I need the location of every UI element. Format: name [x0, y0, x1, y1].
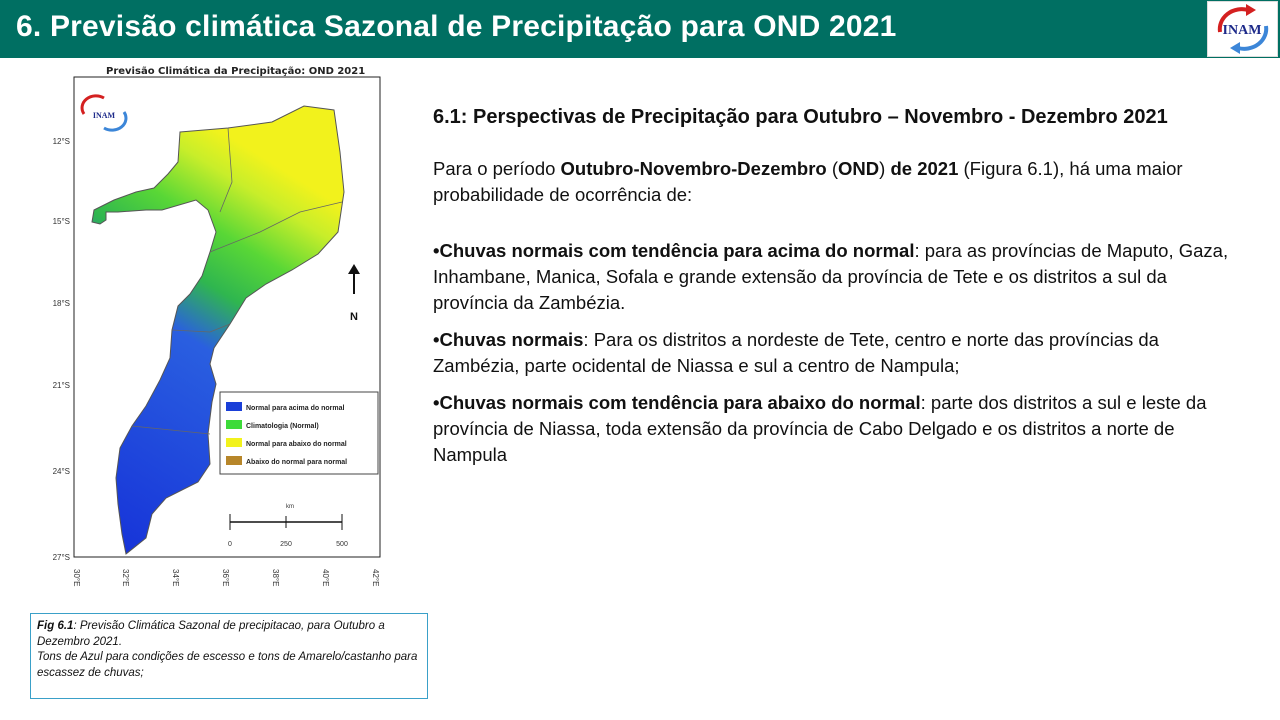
- legend-label: Climatologia (Normal): [246, 423, 319, 430]
- inam-logo-icon: [1208, 2, 1277, 56]
- slide-title: 6. Previsão climática Sazonal de Precipitação para OND 2021: [16, 10, 897, 43]
- lon-label: 32°E: [121, 569, 130, 587]
- intro-text: (Figura 6.1), há uma maior probabilidade de ocorrência de:: [433, 158, 1183, 205]
- legend-swatch: [226, 438, 242, 447]
- lat-label: 18°S: [52, 299, 70, 308]
- lat-label: 21°S: [52, 381, 70, 390]
- bullet-heading: •Chuvas normais: [433, 329, 584, 350]
- north-label: N: [350, 311, 358, 323]
- lon-label: 30°E: [72, 569, 81, 587]
- map-legend: [220, 392, 378, 474]
- precipitation-map-figure: [52, 62, 394, 594]
- scale-tick: 500: [336, 541, 348, 548]
- forecast-text: [433, 103, 1243, 479]
- intro-text: Para o período: [433, 158, 561, 179]
- lat-label: 12°S: [52, 137, 70, 146]
- lat-label: 24°S: [52, 467, 70, 476]
- bullet-item: [433, 327, 1243, 379]
- legend-swatch: [226, 456, 242, 465]
- lat-label: 27°S: [52, 553, 70, 562]
- inam-logo: [1207, 1, 1278, 57]
- precipitation-map: [52, 62, 394, 594]
- lon-label: 42°E: [371, 569, 380, 587]
- intro-bold: de 2021: [890, 158, 959, 179]
- bullet-text: : para as províncias de Maputo, Gaza, Inhambane, Manica, Sofala e grande extensão da província de Tete e os distritos a sul da província da Zambézia.: [433, 240, 1229, 313]
- scale-unit: km: [286, 504, 294, 510]
- bullet-heading: •Chuvas normais com tendência para acima do normal: [433, 240, 915, 261]
- legend-swatch: [226, 420, 242, 429]
- bullet-heading: •Chuvas normais com tendência para abaixo do normal: [433, 392, 921, 413]
- intro-bold: Outubro-Novembro-Dezembro: [560, 158, 827, 179]
- caption-fig-label: Fig 6.1: [37, 620, 74, 632]
- scale-tick: 250: [280, 541, 292, 548]
- intro-bold: OND: [838, 158, 880, 179]
- lon-label: 40°E: [321, 569, 330, 587]
- bullet-text: : Para os distritos a nordeste de Tete, centro e norte das províncias da Zambézia, parte ocidental de Niassa e sul a centro de Nampula;: [433, 329, 1159, 376]
- figure-caption: [30, 613, 428, 699]
- intro-text: (: [826, 158, 839, 179]
- legend-label: Normal para acima do normal: [246, 405, 345, 412]
- bullet-text: : parte dos distritos a sul e leste da província de Niassa, toda extensão da província de Cabo Delgado e os distritos a norte de Nampula: [433, 392, 1207, 465]
- map-logo-text: INAM: [92, 111, 116, 120]
- legend-label: Normal para abaixo do normal: [246, 441, 347, 448]
- lon-label: 36°E: [221, 569, 230, 587]
- section-subtitle: 6.1: Perspectivas de Precipitação para Outubro – Novembro - Dezembro 2021: [433, 106, 1168, 128]
- bullet-list: [433, 238, 1243, 468]
- caption-line2: Tons de Azul para condições de escesso e tons de Amarelo/castanho para escassez de chuvas;: [37, 651, 418, 679]
- intro-text: ): [879, 158, 891, 179]
- intro-paragraph: [433, 156, 1243, 208]
- caption-line1: : Previsão Climática Sazonal de precipitacao, para Outubro a Dezembro 2021.: [37, 620, 385, 648]
- scale-tick: 0: [228, 541, 232, 548]
- bullet-item: [433, 238, 1243, 316]
- lon-label: 34°E: [171, 569, 180, 587]
- bullet-item: [433, 390, 1243, 468]
- map-title: Previsão Climática da Precipitação: OND 2021: [106, 66, 366, 77]
- legend-label: Abaixo do normal para normal: [246, 459, 348, 466]
- lon-label: 38°E: [271, 569, 280, 587]
- title-bar: [0, 0, 1280, 58]
- logo-text: INAM: [1222, 23, 1262, 38]
- legend-swatch: [226, 402, 242, 411]
- lat-label: 15°S: [52, 217, 70, 226]
